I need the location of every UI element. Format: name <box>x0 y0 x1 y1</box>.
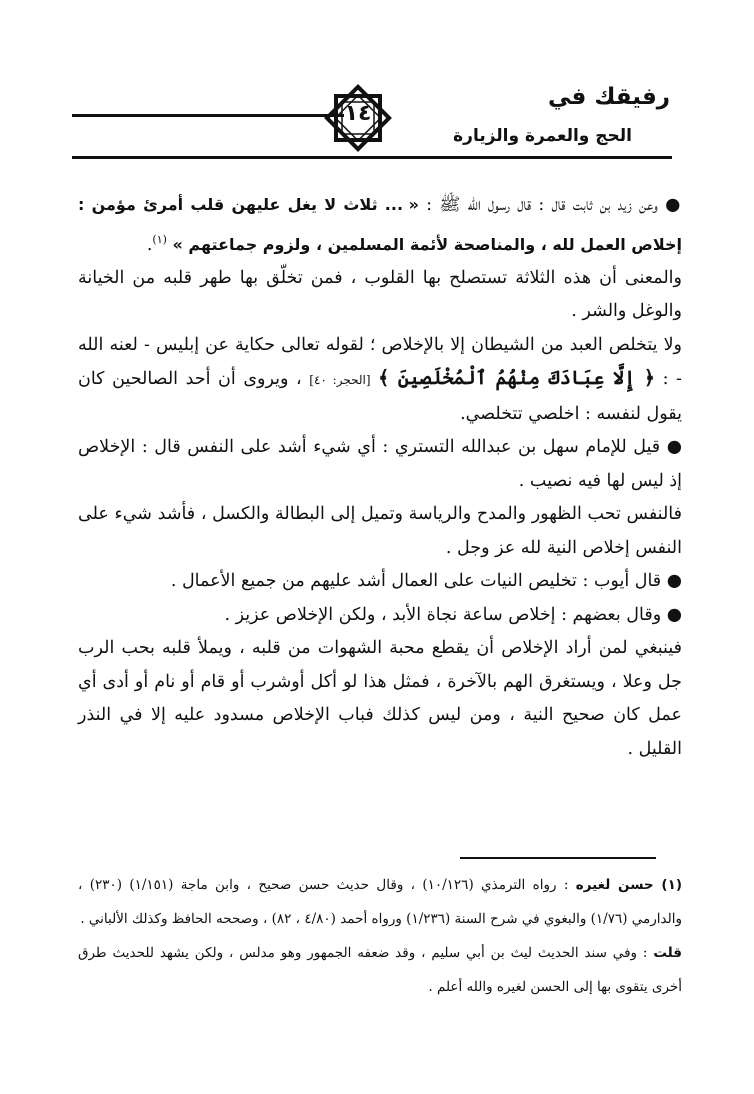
page-header <box>72 70 672 160</box>
book-title-line1: رفيقك في <box>548 84 670 110</box>
paragraph-iblis <box>78 329 682 432</box>
paragraph-tustari: ● قيل للإمام سهل بن عبدالله التستري : أي شيء أشد على النفس قال : الإخلاص إذ ليس لها فيه نصيب . <box>78 437 682 491</box>
footnotes <box>78 868 682 1004</box>
paragraph-conclusion: فينبغي لمن أراد الإخلاص أن يقطع محبة الشهوات من قلبه ، ويملأ قلبه بحب الرب جل وعلا ، ويستغرق الهم بالآخرة ، فمثل هذا لو أكل أوشرب أو قام أو نام أو أدى أي عمل كان صحيح النية ، ومن ليس كذلك فباب الإخلاص مسدود عليه إلا في النذر القليل . <box>78 638 682 759</box>
footnote-1 <box>78 868 682 936</box>
paragraph-meaning: والمعنى أن هذه الثلاثة تستصلح بها القلوب ، فمن تخلّق بها طهر قلبه من الخيانة والوغل والشر . <box>78 267 682 322</box>
footnote-2-text: : وفي سند الحديث ليث بن أبي سليم ، وقد ضعفه الجمهور وهو مدلس ، ولكن يشهد للحديث طرق أخرى يتقوى بها إلى الحسن لغيره والله أعلم . <box>78 945 682 995</box>
verse-reference: [الحجر: ٤٠] <box>309 373 371 388</box>
page-number: ١٤ <box>344 101 372 126</box>
header-rule-bottom <box>72 156 672 159</box>
iblis-text-b: ، ويروى أن أحد الصالحين كان يقول لنفسه : اخلصي تتخلصي. <box>78 369 682 424</box>
paragraph-hadith: ● وعن زيد بن ثابت قال : قال رسول الله ﷺ : « ... ثلاث لا يغل عليهن قلب أمرئ مؤمن : إخلاص العمل لله ، والمناصحة لأئمة المسلمين ، ولزوم جماعتهم » $^{(١)}$. <box>78 195 682 255</box>
hadith-intro: ● وعن زيد بن ثابت قال : قال رسول الله ﷺ : <box>418 195 682 215</box>
footnote-1-text: : رواه الترمذي (١٠/١٢٦) ، وقال حديث حسن صحيح ، وابن ماجة (١/١٥١) (٢٣٠) ، والدارمي (١/٧٦) والبغوي في شرح السنة (١/٢٣٦) ورواه أحمد (٤/٨٠ ، ٨٢) ، وصححه الحافظ وكذلك الألباني . <box>78 877 682 927</box>
header-rule-top <box>72 114 344 117</box>
book-title-line2: الحج والعمرة والزيارة <box>453 126 632 146</box>
footnote-separator <box>460 857 656 859</box>
footnote-marker: (١) <box>152 232 167 246</box>
paragraph-baduhum: ● وقال بعضهم : إخلاص ساعة نجاة الأبد ، ولكن الإخلاص عزيز . <box>224 604 682 625</box>
hadith-text: « ... ثلاث لا يغل عليهن قلب أمرئ مؤمن : إخلاص العمل لله ، والمناصحة لأئمة المسلمين ، ولزوم جماعتهم » <box>78 195 682 254</box>
paragraph-ayyub: ● قال أيوب : تخليص النيات على العمال أشد عليهم من جميع الأعمال . <box>170 571 682 592</box>
footnote-2-label: قلت <box>653 945 682 961</box>
iblis-text-a: ولا يتخلص العبد من الشيطان إلا بالإخلاص ؛ لقوله تعالى حكاية عن إبليس - لعنه الله - : <box>78 334 682 390</box>
paragraph-nafs: فالنفس تحب الظهور والمدح والرياسة وتميل إلى البطالة والكسل ، فأشد شيء على النفس إخلاص النية لله عز وجل . <box>78 504 682 558</box>
footnote-2 <box>78 936 682 1004</box>
main-text <box>78 188 682 766</box>
quran-verse: ﴿ إِلَّا عِبَادَكَ مِنْهُمُ ٱلْمُخْلَصِينَ ﴾ <box>378 367 656 390</box>
footnote-1-label: (١) حسن لغيره <box>575 877 682 893</box>
